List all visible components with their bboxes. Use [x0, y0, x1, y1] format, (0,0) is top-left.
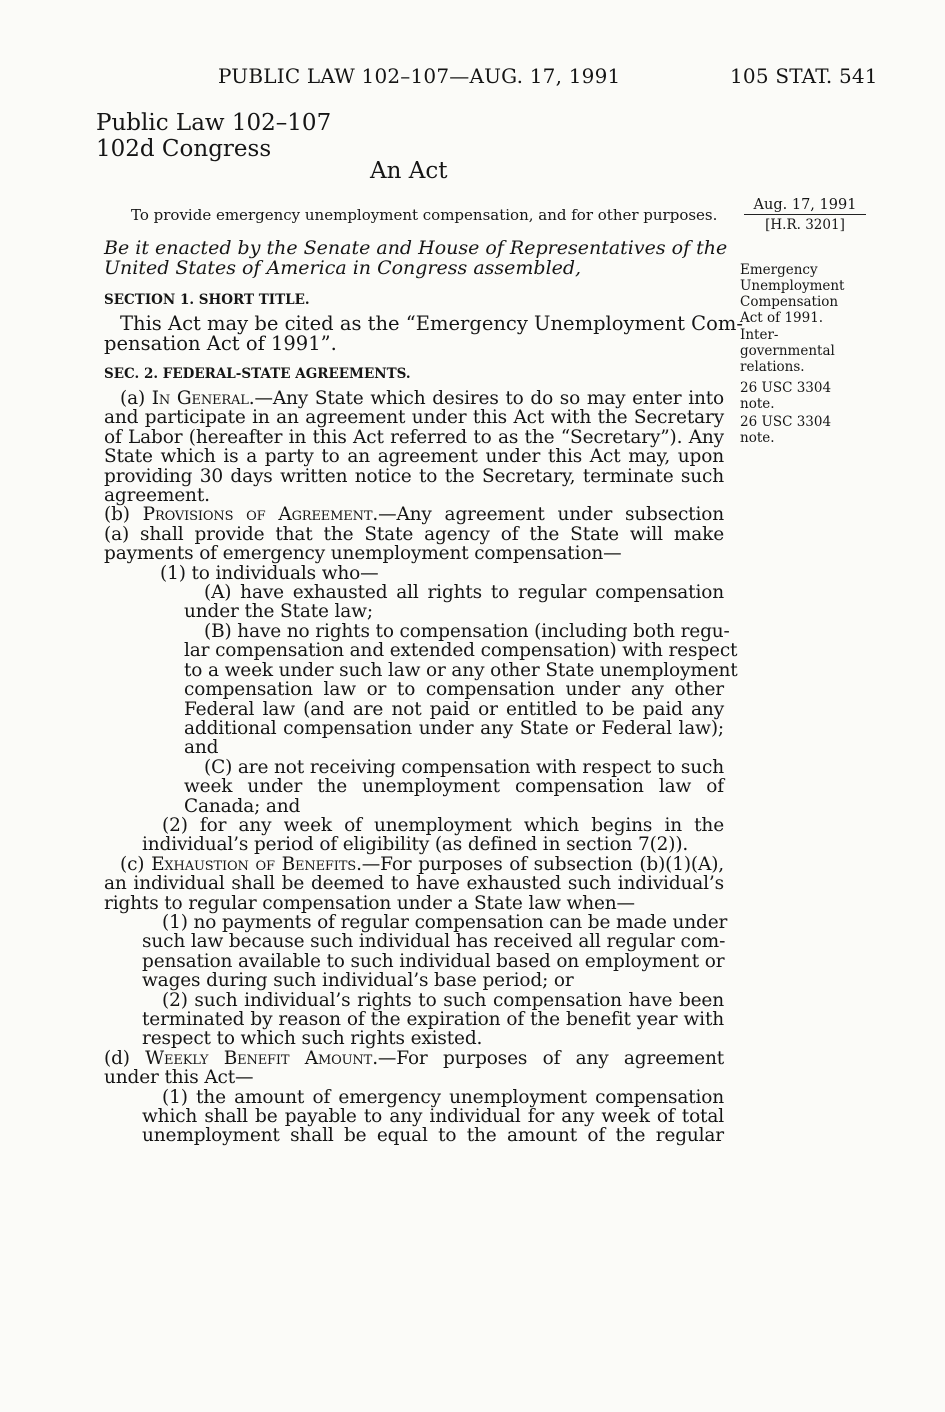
paragraph-d1: (1) the amount of emergency unemployment compensation which shall be payable to any individual for any week of total unemployment shall be equal to the amount of the regular	[142, 1086, 724, 1147]
section-2-body: (a) In General.—Any State which desires to do so may enter into and participate in an agreement under this Act with the Secretary of Labor (hereafter in this Act referred to as the “Secretary”). Any State which is a party to an agreement under this Act may, upon providing 30 days written notice to the Secretary, terminate such agreement. (b) Provisions of Agreement.—Any agreement under subsection (a) shall provide that the State agency of the State will make payments of emergency unemployment compensation— (1) to individuals who— (A) have exhausted all rights to regular compensation under the State law; (B) have no rights to compensation (including both regu- lar compensation and extended compensation) with respect to a week under such law or any other State unemployment compensation law or to compensation under any other Federal law (and are not paid or entitled to be paid any additional compensation under any State or Federal law); and (C) are not receiving compensation with respect to such week under the unemployment compensation law of Canada; and (2) for any week of unemployment which begins in the individual’s period of eligibility (as defined in section 7(2)). (c) Exhaustion of Benefits.—For purposes of subsection (b)(1)(A), an individual shall be deemed to have exhausted such individual’s rights to regular compensation under a State law when— (1) no payments of regular compensation can be made under such law because such individual has received all regular com- pensation available to such individual based on employment or wages during such individual’s base period; or (2) such individual’s rights to such compensation have been terminated by reason of the expiration of the benefit year with respect to which such rights existed. (d) Weekly Benefit Amount.—For purposes of any agreement under this Act— (1) the amount of emergency unemployment compensation which shall be payable to any individual for any week of total unemployment shall be equal to the amount of the regular	[104, 388, 738, 1147]
subsection-d-first-line: (d) Weekly Benefit Amount.—For purposes of any agreement	[104, 1047, 724, 1069]
act-title: An Act	[370, 158, 448, 184]
enactment-date: Aug. 17, 1991	[744, 197, 866, 215]
paragraph-c2: (2) such individual’s rights to such compensation have been terminated by reason of the expiration of the benefit year with respect to which such rights existed.	[142, 989, 724, 1050]
margin-note-intergovernmental: Inter- governmental relations.	[740, 327, 835, 375]
subsection-c-caption: Exhaustion of Benefits	[151, 853, 357, 875]
bill-number: [H.R. 3201]	[765, 217, 845, 233]
clause-bA: (A) have exhausted all rights to regular compensation under the State law;	[184, 582, 724, 623]
purpose: To provide emergency unemployment compensation, and for other purposes.	[131, 206, 718, 224]
running-head: PUBLIC LAW 102–107—AUG. 17, 1991	[218, 64, 621, 88]
clause-bB: (B) have no rights to compensation (including both regu- lar compensation and extended compensation) with respect to a week under such law or any other State unemployment compensation law or to compensation under any other Federal law (and are not paid or entitled to be paid any additional compensation under any State or Federal law); and	[184, 620, 738, 759]
subsection-a-first-line: (a) In General.—Any State which desires to do so may enter into	[120, 388, 724, 409]
page-citation: 105 STAT. 541	[730, 64, 878, 88]
subsection-b-first-line: (b) Provisions of Agreement.—Any agreement under subsection	[104, 504, 724, 526]
margin-note-usc-1: 26 USC 3304 note.	[740, 380, 832, 412]
paragraph-c1: (1) no payments of regular compensation can be made under such law because such individual has received all regular com- pensation available to such individual based on employment or wages during such individual’s base period; or	[142, 911, 728, 992]
margin-note-short-title: Emergency Unemployment Compensation Act of 1991.	[740, 262, 845, 326]
clause-bC: (C) are not receiving compensation with respect to such week under the unemployment compensation law of Canada; and	[184, 756, 724, 817]
subsection-c-first-line: (c) Exhaustion of Benefits.—For purposes of subsection (b)(1)(A),	[120, 853, 724, 875]
paragraph-b2: (2) for any week of unemployment which begins in the individual’s period of eligibility (as defined in section 7(2)).	[142, 814, 724, 856]
section-1-heading: SECTION 1. SHORT TITLE.	[104, 292, 310, 308]
paragraph-b1: (1) to individuals who—	[160, 562, 379, 584]
section-2-heading: SEC. 2. FEDERAL-STATE AGREEMENTS.	[104, 366, 411, 382]
subsection-d-caption: Weekly Benefit Amount	[145, 1047, 373, 1069]
congress: 102d Congress	[96, 136, 272, 162]
subsection-b-caption: Provisions of Agreement	[142, 504, 373, 526]
subsection-a-caption: In General	[151, 388, 249, 409]
section-1-text: This Act may be cited as the “Emergency Unemployment Com- pensation Act of 1991”.	[104, 312, 743, 355]
margin-note-usc-2: 26 USC 3304 note.	[740, 414, 832, 446]
law-number: Public Law 102–107	[96, 110, 332, 136]
enacting-clause: Be it enacted by the Senate and House of Representatives of the United States of America in Congress assembled,	[104, 237, 728, 279]
